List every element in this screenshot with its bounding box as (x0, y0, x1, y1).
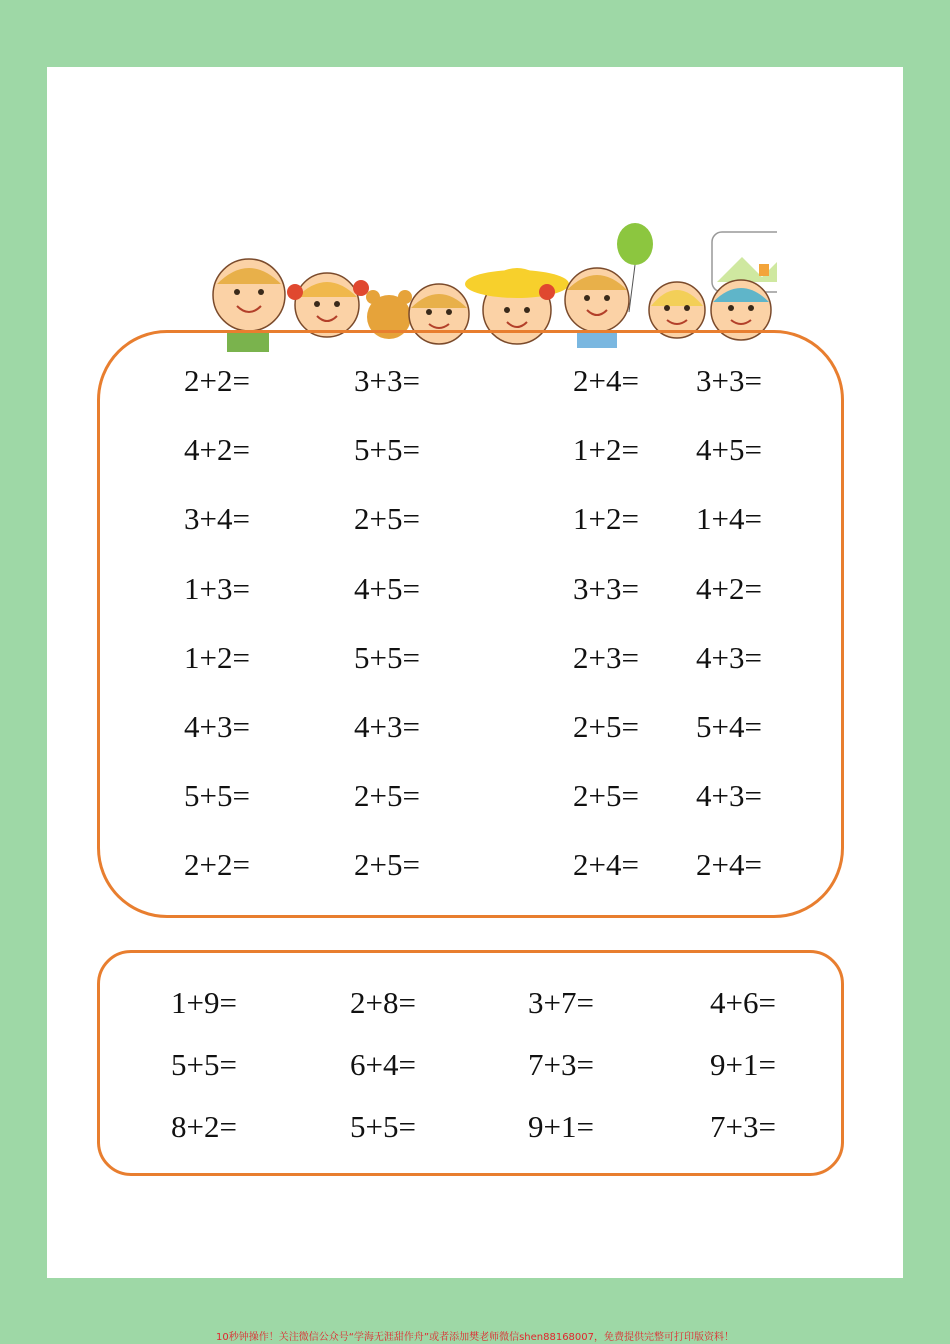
math-problem: 4+5= (696, 432, 762, 468)
math-problem: 3+4= (184, 501, 250, 537)
math-problem: 4+6= (710, 985, 776, 1020)
math-problem: 1+2= (573, 432, 639, 468)
problem-box-1 (97, 330, 844, 918)
math-problem: 2+5= (573, 778, 639, 814)
math-problem: 4+3= (696, 639, 762, 675)
math-problem: 2+8= (350, 985, 416, 1020)
footer-note: 10秒钟操作！关注微信公众号“学海无涯甜作舟”或者添加樊老师微信shen88168007，免费提供完整可打印版资料！ (215, 1332, 735, 1343)
math-problem: 5+5= (171, 1047, 237, 1082)
math-problem: 5+5= (354, 432, 420, 468)
math-problem: 2+4= (573, 363, 639, 398)
math-problem: 2+2= (184, 363, 250, 398)
math-problem: 1+9= (171, 985, 237, 1020)
math-problem: 2+4= (696, 847, 762, 883)
math-problem: 9+1= (528, 1109, 594, 1144)
math-problem: 3+3= (354, 363, 420, 398)
math-problem: 9+1= (710, 1047, 776, 1082)
math-problem: 5+4= (696, 709, 762, 744)
math-problem: 2+4= (573, 847, 639, 883)
math-problem: 1+4= (696, 501, 762, 537)
math-problem: 2+5= (354, 778, 420, 814)
math-problem: 2+5= (354, 501, 420, 537)
math-problem: 4+2= (184, 432, 250, 468)
math-problem: 1+3= (184, 570, 250, 606)
worksheet-page (47, 67, 903, 1278)
math-problem: 6+4= (350, 1047, 416, 1082)
math-problem: 5+5= (350, 1109, 416, 1144)
math-problem: 4+2= (696, 570, 762, 606)
math-problem: 3+7= (528, 985, 594, 1020)
math-problem: 3+3= (696, 363, 762, 398)
math-problem: 5+5= (354, 639, 420, 675)
math-problem: 5+5= (184, 778, 250, 814)
math-problem: 2+2= (184, 847, 250, 883)
math-problem: 7+3= (710, 1109, 776, 1144)
math-problem: 4+3= (696, 778, 762, 814)
math-problem: 2+5= (354, 847, 420, 883)
math-problem: 4+3= (354, 709, 420, 744)
math-problem: 8+2= (171, 1109, 237, 1144)
math-problem: 7+3= (528, 1047, 594, 1082)
math-problem: 1+2= (573, 501, 639, 537)
math-problem: 2+3= (573, 639, 639, 675)
math-problem: 1+2= (184, 639, 250, 675)
math-problem: 2+5= (573, 709, 639, 744)
math-problem: 4+3= (184, 709, 250, 744)
math-problem: 4+5= (354, 570, 420, 606)
math-problem: 3+3= (573, 570, 639, 606)
